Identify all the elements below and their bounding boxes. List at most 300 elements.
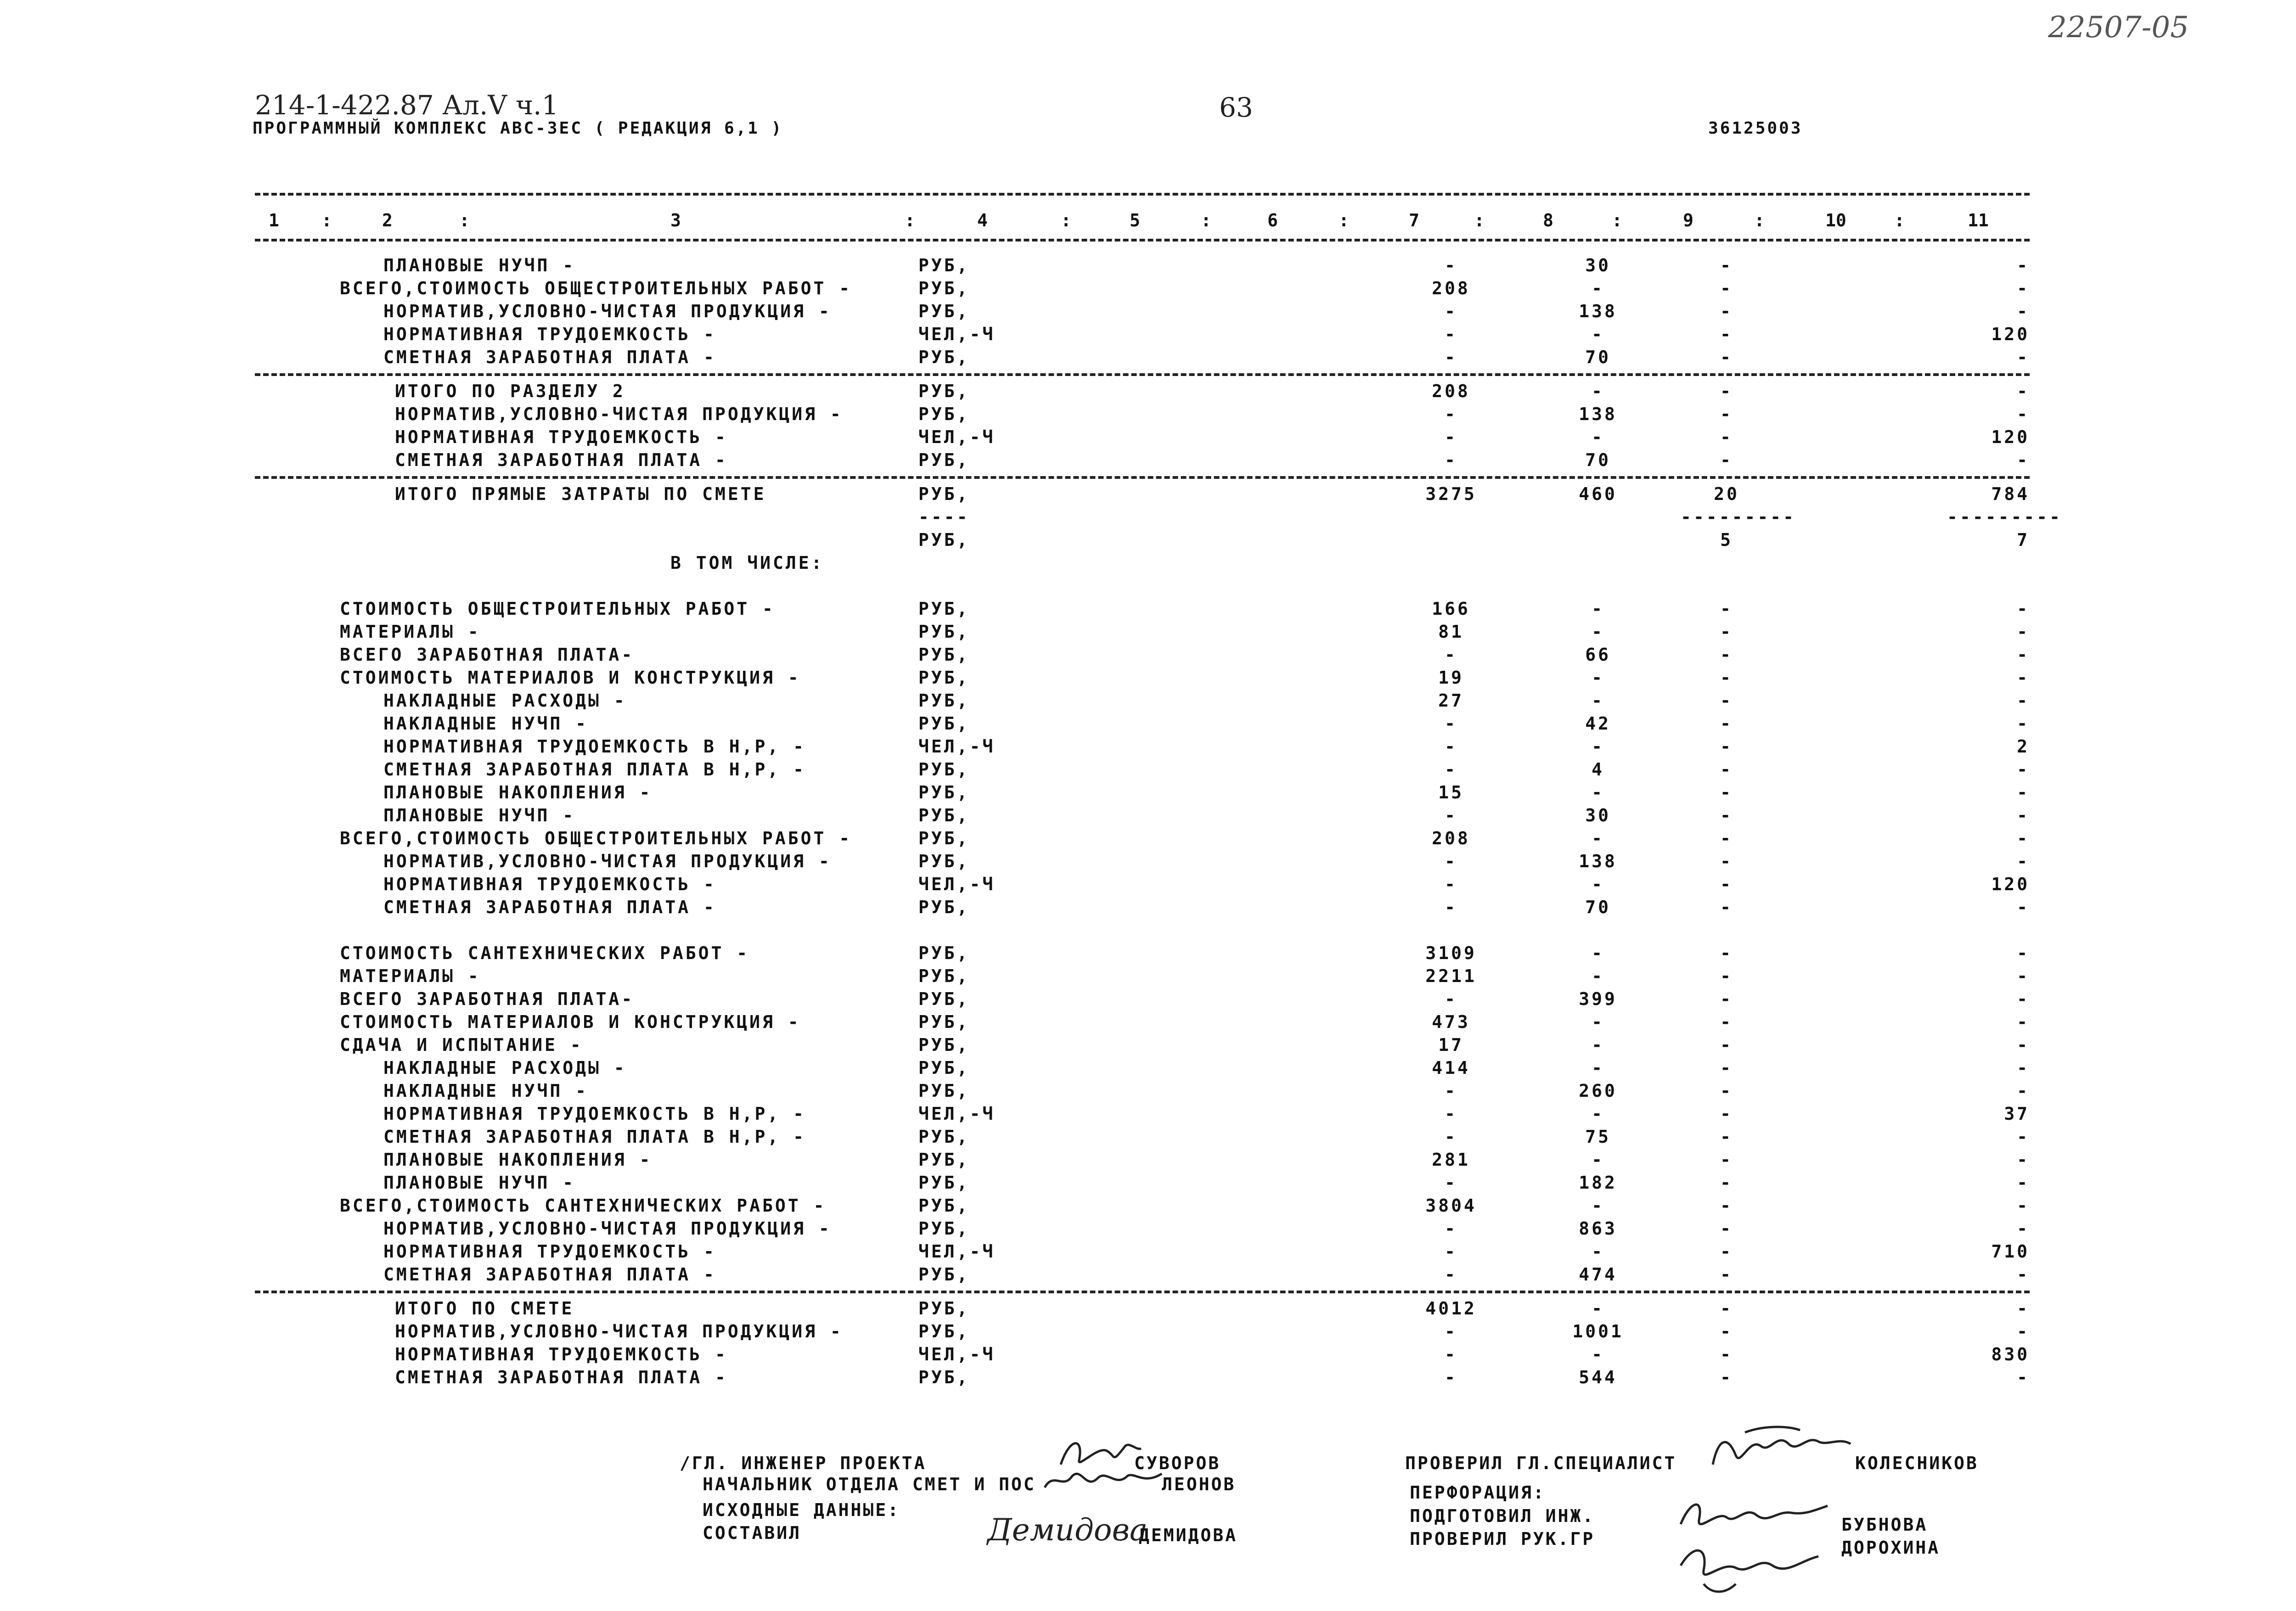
row-unit: РУБ, [918, 1218, 970, 1239]
row-unit: РУБ, [918, 484, 970, 504]
row-col-8: 66 [1585, 645, 1611, 665]
row-unit: РУБ, [918, 645, 970, 665]
row-unit: ЧЕЛ,-Ч [918, 1104, 996, 1124]
table-row [0, 1126, 2296, 1147]
column-separator: : [1754, 210, 1765, 230]
row-label: НОРМАТИВНАЯ ТРУДОЕМКОСТЬ - [395, 1344, 728, 1364]
row-col-11: - [2017, 759, 2030, 780]
row-col-8: - [1592, 622, 1604, 642]
chief-engineer-role: /ГЛ. ИНЖЕНЕР ПРОЕКТА [680, 1453, 927, 1473]
row-unit: РУБ, [918, 255, 970, 275]
row-col-8: - [1592, 278, 1604, 298]
row-col-7: 4012 [1425, 1298, 1477, 1319]
compiled-role: СОСТАВИЛ [703, 1523, 802, 1543]
table-row [0, 713, 2296, 734]
table-row [0, 736, 2296, 757]
row-col-9: - [1720, 255, 1733, 275]
row-unit: РУБ, [918, 381, 970, 401]
row-col-7: 3109 [1425, 943, 1477, 963]
row-col-9: - [1720, 1081, 1733, 1101]
row-unit: РУБ, [918, 1058, 970, 1078]
compiled-name: ДЕМИДОВА [1139, 1525, 1238, 1545]
row-col-11: - [2017, 1012, 2030, 1032]
row-label: НОРМАТИВ,УСЛОВНО-ЧИСТАЯ ПРОДУКЦИЯ - [383, 301, 832, 321]
table-row [0, 427, 2296, 448]
row-col-7: 17 [1438, 1035, 1464, 1055]
table-row [0, 1344, 2296, 1365]
row-unit: РУБ, [918, 943, 970, 963]
column-separator: : [1339, 210, 1349, 230]
row-col-8: - [1592, 1344, 1604, 1364]
row-col-7: - [1445, 324, 1458, 344]
row-col-11: - [2017, 599, 2030, 619]
table-row [0, 828, 2296, 849]
row-col-9: - [1720, 805, 1733, 825]
row-label: СМЕТНАЯ ЗАРАБОТНАЯ ПЛАТА - [395, 1367, 728, 1387]
row-label: СМЕТНАЯ ЗАРАБОТНАЯ ПЛАТА - [383, 897, 716, 917]
row-col-9: 20 [1714, 484, 1739, 504]
row-col-11: - [2017, 622, 2030, 642]
row-col-8: 30 [1585, 805, 1611, 825]
row-unit: ЧЕЛ,-Ч [918, 1241, 996, 1262]
row-unit: РУБ, [918, 690, 970, 711]
signature-bubnova [1671, 1492, 1837, 1600]
chief-engineer-name: СУВОРОВ [1134, 1453, 1221, 1473]
table-row [0, 278, 2296, 299]
row-col-8: - [1592, 1241, 1604, 1262]
row-unit: РУБ, [918, 851, 970, 871]
program-title: ПРОГРАММНЫЙ КОМПЛЕКС АВС-ЗЕС ( РЕДАКЦИЯ 6,1 ) [253, 119, 783, 138]
row-col-9: - [1720, 1150, 1733, 1170]
row-col-7: 208 [1432, 278, 1470, 298]
table-row [0, 324, 2296, 345]
row-col-11: - [2017, 301, 2030, 321]
row-col-11: - [2017, 1264, 2030, 1285]
row-col-7: - [1445, 301, 1458, 321]
row-label: НОРМАТИВНАЯ ТРУДОЕМКОСТЬ В Н,Р, - [383, 736, 806, 757]
page-number: 63 [1219, 92, 1253, 123]
table-row [0, 404, 2296, 425]
column-separator: : [905, 210, 915, 230]
row-col-8: - [1592, 427, 1604, 447]
row-col-7: - [1445, 450, 1458, 470]
row-col-11: - [2017, 897, 2030, 917]
row-label: ПЛАНОВЫЕ НУЧП - [383, 1173, 576, 1193]
row-col-9: - [1720, 1012, 1733, 1032]
row-col-11: - [2017, 1298, 2030, 1319]
table-row [0, 598, 2296, 619]
row-col-7: - [1445, 404, 1458, 424]
row-col-9: --------- [1681, 507, 1796, 527]
signature-leonov [1042, 1462, 1166, 1501]
perforation-label: ПЕРФОРАЦИЯ: [1410, 1482, 1546, 1503]
row-col-7: 2211 [1425, 966, 1477, 986]
row-unit: ЧЕЛ,-Ч [918, 324, 996, 344]
row-col-11: - [2017, 1173, 2030, 1193]
row-unit: РУБ, [918, 828, 970, 848]
row-col-7: - [1445, 989, 1458, 1009]
row-col-7: 19 [1438, 668, 1464, 688]
row-col-7: 473 [1432, 1012, 1470, 1032]
table-row [0, 1367, 2296, 1388]
row-col-7: - [1445, 759, 1458, 780]
row-unit: РУБ, [918, 805, 970, 825]
row-col-9: - [1720, 966, 1733, 986]
row-col-9: - [1720, 347, 1733, 367]
row-unit: РУБ, [918, 450, 970, 470]
row-col-11: 7 [2017, 530, 2030, 550]
row-col-8: - [1592, 943, 1604, 963]
table-row [0, 449, 2296, 471]
row-label: СМЕТНАЯ ЗАРАБОТНАЯ ПЛАТА - [395, 450, 728, 470]
row-label: СМЕТНАЯ ЗАРАБОТНАЯ ПЛАТА В Н,Р, - [383, 759, 806, 780]
table-row [0, 1103, 2296, 1124]
row-col-7: - [1445, 851, 1458, 871]
row-col-8: 1001 [1572, 1321, 1624, 1342]
row-col-11: - [2017, 1196, 2030, 1216]
row-col-11: - [2017, 278, 2030, 298]
row-col-8: - [1592, 1012, 1604, 1032]
table-row [0, 483, 2296, 505]
row-col-8: - [1592, 966, 1604, 986]
row-unit: ЧЕЛ,-Ч [918, 427, 996, 447]
row-col-7: - [1445, 805, 1458, 825]
row-label: ИТОГО ПО РАЗДЕЛУ 2 [395, 381, 625, 401]
row-col-7: - [1445, 1321, 1458, 1342]
row-unit: РУБ, [918, 1367, 970, 1387]
table-row [0, 1080, 2296, 1101]
row-col-11: - [2017, 645, 2030, 665]
table-row [0, 529, 2296, 550]
column-separator: : [459, 210, 470, 230]
row-col-9: - [1720, 1058, 1733, 1078]
row-col-9: - [1720, 1035, 1733, 1055]
row-unit: РУБ, [918, 1298, 970, 1319]
row-col-11: - [2017, 255, 2030, 275]
column-header-11: 11 [1968, 210, 1989, 230]
row-col-11: - [2017, 668, 2030, 688]
column-header-8: 8 [1543, 210, 1553, 230]
table-row [0, 667, 2296, 688]
row-unit: РУБ, [918, 1035, 970, 1055]
table-row [0, 347, 2296, 368]
row-col-11: - [2017, 1367, 2030, 1387]
row-col-7: - [1445, 1241, 1458, 1262]
table-row [0, 1149, 2296, 1170]
row-col-7: 27 [1438, 690, 1464, 711]
table-row [0, 1034, 2296, 1055]
row-col-9: - [1720, 759, 1733, 780]
row-label: ИТОГО ПРЯМЫЕ ЗАТРАТЫ ПО СМЕТЕ [395, 484, 766, 504]
row-col-7: - [1445, 897, 1458, 917]
row-col-11: - [2017, 404, 2030, 424]
table-row [0, 805, 2296, 826]
row-label: НОРМАТИВ,УСЛОВНО-ЧИСТАЯ ПРОДУКЦИЯ - [383, 851, 832, 871]
row-col-7: - [1445, 1081, 1458, 1101]
row-label: СТОИМОСТЬ МАТЕРИАЛОВ И КОНСТРУКЦИЯ - [340, 668, 801, 688]
row-col-8: 75 [1585, 1127, 1611, 1147]
row-col-9: - [1720, 599, 1733, 619]
section-divider [255, 476, 2030, 479]
row-col-9: - [1720, 1344, 1733, 1364]
row-col-8: 474 [1579, 1264, 1617, 1285]
row-label: НОРМАТИВНАЯ ТРУДОЕМКОСТЬ - [383, 874, 716, 894]
table-row [0, 1298, 2296, 1319]
row-col-7: 15 [1438, 782, 1464, 803]
row-col-8: - [1592, 599, 1604, 619]
row-col-7: - [1445, 427, 1458, 447]
row-label: ПЛАНОВЫЕ НУЧП - [383, 805, 576, 825]
row-col-7: - [1445, 713, 1458, 734]
row-unit: РУБ, [918, 1264, 970, 1285]
row-label: ВСЕГО,СТОИМОСТЬ САНТЕХНИЧЕСКИХ РАБОТ - [340, 1196, 827, 1216]
row-label: НОРМАТИВ,УСЛОВНО-ЧИСТАЯ ПРОДУКЦИЯ - [395, 1321, 843, 1342]
row-col-7: 3275 [1425, 484, 1477, 504]
row-col-8: 70 [1585, 897, 1611, 917]
row-col-9: - [1720, 1196, 1733, 1216]
row-col-9: 5 [1720, 530, 1733, 550]
row-label: МАТЕРИАЛЫ - [340, 966, 481, 986]
row-col-8: - [1592, 1196, 1604, 1216]
row-label: НОРМАТИВ,УСЛОВНО-ЧИСТАЯ ПРОДУКЦИЯ - [395, 404, 843, 424]
header-top-rule [255, 193, 2030, 196]
row-col-7: - [1445, 255, 1458, 275]
row-col-8: - [1592, 1104, 1604, 1124]
row-label: СТОИМОСТЬ ОБЩЕСТРОИТЕЛЬНЫХ РАБОТ - [340, 599, 775, 619]
row-col-11: - [2017, 828, 2030, 848]
row-label: НОРМАТИВНАЯ ТРУДОЕМКОСТЬ - [383, 324, 716, 344]
column-header-1: 1 [269, 210, 279, 230]
row-unit: РУБ, [918, 278, 970, 298]
table-row [0, 851, 2296, 872]
table-row [0, 301, 2296, 322]
column-header-7: 7 [1409, 210, 1419, 230]
row-col-11: - [2017, 1218, 2030, 1239]
table-row [0, 965, 2296, 987]
checked-group-name: ДОРОХИНА [1841, 1538, 1941, 1558]
column-separator: : [1474, 210, 1485, 230]
table-row [0, 644, 2296, 665]
prepared-name: БУБНОВА [1841, 1515, 1928, 1535]
row-col-8: - [1592, 1058, 1604, 1078]
column-header-3: 3 [670, 210, 681, 230]
row-col-8: - [1592, 324, 1604, 344]
table-row [0, 759, 2296, 780]
row-label: ИТОГО ПО СМЕТЕ [395, 1298, 574, 1319]
row-unit: РУБ, [918, 1012, 970, 1032]
row-col-9: - [1720, 301, 1733, 321]
row-col-7: - [1445, 1367, 1458, 1387]
row-col-9: - [1720, 1321, 1733, 1342]
row-label: СТОИМОСТЬ САНТЕХНИЧЕСКИХ РАБОТ - [340, 943, 750, 963]
column-separator: : [1201, 210, 1211, 230]
row-unit: РУБ, [918, 599, 970, 619]
row-unit: РУБ, [918, 530, 970, 550]
row-col-9: - [1720, 324, 1733, 344]
row-col-7: - [1445, 1104, 1458, 1124]
row-label: СТОИМОСТЬ МАТЕРИАЛОВ И КОНСТРУКЦИЯ - [340, 1012, 801, 1032]
row-unit: РУБ, [918, 713, 970, 734]
row-col-7: 281 [1432, 1150, 1470, 1170]
row-unit: РУБ, [918, 782, 970, 803]
table-row [0, 1172, 2296, 1193]
row-col-11: 120 [1991, 427, 2030, 447]
row-label: НОРМАТИВНАЯ ТРУДОЕМКОСТЬ - [395, 427, 728, 447]
table-row [0, 874, 2296, 895]
row-col-9: - [1720, 622, 1733, 642]
row-col-8: - [1592, 782, 1604, 803]
row-col-7: 208 [1432, 381, 1470, 401]
row-label: СДАЧА И ИСПЫТАНИЕ - [340, 1035, 583, 1055]
table-row [0, 943, 2296, 964]
row-label: СМЕТНАЯ ЗАРАБОТНАЯ ПЛАТА В Н,Р, - [383, 1127, 806, 1147]
row-col-7: - [1445, 645, 1458, 665]
row-col-9: - [1720, 278, 1733, 298]
row-col-8: 182 [1579, 1173, 1617, 1193]
table-row [0, 690, 2296, 711]
row-col-9: - [1720, 1173, 1733, 1193]
row-label: НАКЛАДНЫЕ НУЧП - [383, 713, 589, 734]
row-unit: РУБ, [918, 668, 970, 688]
row-label: ВСЕГО,СТОИМОСТЬ ОБЩЕСТРОИТЕЛЬНЫХ РАБОТ - [340, 278, 852, 298]
row-col-11: 120 [1991, 324, 2030, 344]
row-col-8: - [1592, 1298, 1604, 1319]
row-label: ВСЕГО,СТОИМОСТЬ ОБЩЕСТРОИТЕЛЬНЫХ РАБОТ - [340, 828, 852, 848]
row-unit: РУБ, [918, 1321, 970, 1342]
checked-role: ПРОВЕРИЛ ГЛ.СПЕЦИАЛИСТ [1405, 1453, 1677, 1473]
row-unit: РУБ, [918, 1081, 970, 1101]
row-col-9: - [1720, 874, 1733, 894]
row-unit: РУБ, [918, 989, 970, 1009]
row-label: НОРМАТИВ,УСЛОВНО-ЧИСТАЯ ПРОДУКЦИЯ - [383, 1218, 832, 1239]
table-row [0, 782, 2296, 803]
row-col-8: - [1592, 1150, 1604, 1170]
checked-group-role: ПРОВЕРИЛ РУК.ГР [1410, 1529, 1595, 1549]
row-col-7: 208 [1432, 828, 1470, 848]
section-divider [255, 373, 2030, 376]
document-number: 36125003 [1708, 119, 1803, 138]
row-col-11: - [2017, 966, 2030, 986]
dept-head-role: НАЧАЛЬНИК ОТДЕЛА СМЕТ И ПОС [703, 1474, 1036, 1494]
row-col-11: 710 [1991, 1241, 2030, 1262]
row-label: СМЕТНАЯ ЗАРАБОТНАЯ ПЛАТА - [383, 347, 716, 367]
row-col-11: - [2017, 989, 2030, 1009]
row-col-7: - [1445, 874, 1458, 894]
column-header-10: 10 [1825, 210, 1846, 230]
row-col-9: - [1720, 668, 1733, 688]
row-unit: РУБ, [918, 622, 970, 642]
row-col-11: - [2017, 450, 2030, 470]
row-col-9: - [1720, 1104, 1733, 1124]
document-code: 214-1-422.87 Ал.V ч.1 [255, 90, 559, 121]
row-col-8: 863 [1579, 1218, 1617, 1239]
row-label: НОРМАТИВНАЯ ТРУДОЕМКОСТЬ В Н,Р, - [383, 1104, 806, 1124]
row-label: ПЛАНОВЫЕ НАКОПЛЕНИЯ - [383, 1150, 653, 1170]
column-separator: : [1612, 210, 1622, 230]
row-unit: РУБ, [918, 966, 970, 986]
row-col-7: - [1445, 347, 1458, 367]
row-unit: РУБ, [918, 1150, 970, 1170]
row-col-9: - [1720, 1264, 1733, 1285]
row-label: НАКЛАДНЫЕ РАСХОДЫ - [383, 690, 627, 711]
row-col-7: 166 [1432, 599, 1470, 619]
row-col-8: - [1592, 690, 1604, 711]
row-col-11: - [2017, 943, 2030, 963]
column-separator: : [321, 210, 332, 230]
row-col-8: 544 [1579, 1367, 1617, 1387]
compiled-signature: Демидова [987, 1512, 1148, 1548]
row-col-11: - [2017, 1058, 2030, 1078]
row-unit: РУБ, [918, 897, 970, 917]
column-header-2: 2 [382, 210, 393, 230]
column-header-4: 4 [977, 210, 988, 230]
row-unit: ЧЕЛ,-Ч [918, 1344, 996, 1364]
table-row [0, 1195, 2296, 1216]
row-unit: РУБ, [918, 1127, 970, 1147]
row-col-9: - [1720, 713, 1733, 734]
table-row [0, 988, 2296, 1010]
row-col-8: 260 [1579, 1081, 1617, 1101]
column-header-5: 5 [1130, 210, 1140, 230]
row-unit: РУБ, [918, 404, 970, 424]
row-unit: ЧЕЛ,-Ч [918, 736, 996, 757]
row-col-11: - [2017, 1035, 2030, 1055]
row-col-8: - [1592, 1035, 1604, 1055]
row-col-9: - [1720, 1298, 1733, 1319]
row-col-8: 138 [1579, 404, 1617, 424]
row-label: ПЛАНОВЫЕ НУЧП - [383, 255, 576, 275]
row-col-11: 784 [1991, 484, 2030, 504]
row-col-8: - [1592, 736, 1604, 757]
row-label: МАТЕРИАЛЫ - [340, 622, 481, 642]
table-row [0, 381, 2296, 402]
row-col-8: 42 [1585, 713, 1611, 734]
row-col-11: 830 [1991, 1344, 2030, 1364]
row-col-9: - [1720, 989, 1733, 1009]
row-label: НОРМАТИВНАЯ ТРУДОЕМКОСТЬ - [383, 1241, 716, 1262]
row-col-11: - [2017, 782, 2030, 803]
table-row [0, 1218, 2296, 1239]
column-header-9: 9 [1683, 210, 1694, 230]
table-row [0, 506, 2296, 528]
column-separator: : [1894, 210, 1905, 230]
row-col-11: 120 [1991, 874, 2030, 894]
table-row [0, 621, 2296, 642]
header-bottom-rule [255, 239, 2030, 241]
row-col-7: - [1445, 1127, 1458, 1147]
table-row [0, 1057, 2296, 1078]
row-col-9: - [1720, 828, 1733, 848]
row-col-8: 399 [1579, 989, 1617, 1009]
row-col-11: - [2017, 690, 2030, 711]
row-col-9: - [1720, 1127, 1733, 1147]
row-col-11: --------- [1947, 507, 2062, 527]
row-col-11: 2 [2017, 736, 2030, 757]
row-col-7: - [1445, 1264, 1458, 1285]
row-col-8: - [1592, 828, 1604, 848]
row-col-8: 70 [1585, 347, 1611, 367]
row-col-9: - [1720, 1218, 1733, 1239]
row-col-8: 30 [1585, 255, 1611, 275]
row-unit: РУБ, [918, 347, 970, 367]
row-unit: РУБ, [918, 1196, 970, 1216]
row-unit: ЧЕЛ,-Ч [918, 874, 996, 894]
row-col-11: - [2017, 381, 2030, 401]
row-label: НАКЛАДНЫЕ РАСХОДЫ - [383, 1058, 627, 1078]
row-col-9: - [1720, 1241, 1733, 1262]
row-col-8: 4 [1592, 759, 1604, 780]
row-col-7: - [1445, 1218, 1458, 1239]
